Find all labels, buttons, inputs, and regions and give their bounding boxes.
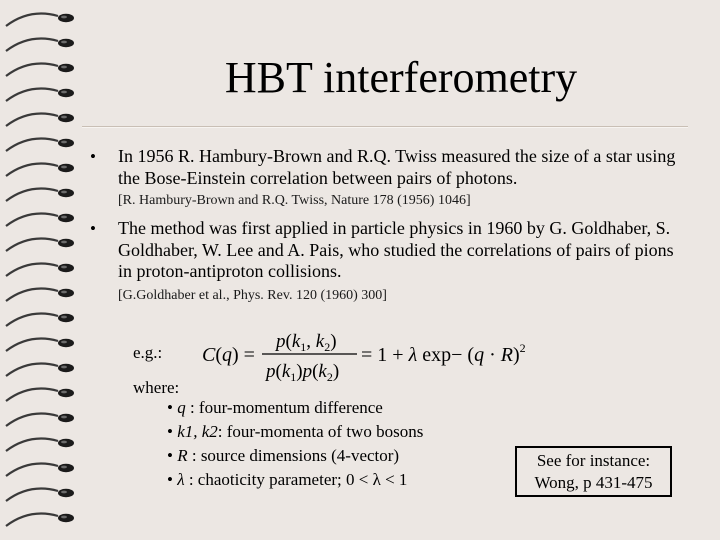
definition-symbol: k1, k2 — [177, 422, 218, 441]
binding-ring — [6, 214, 58, 226]
binding-hole-highlight — [61, 166, 67, 169]
binding-ring — [6, 189, 58, 201]
binding-hole-highlight — [61, 66, 67, 69]
binding-hole-highlight — [61, 316, 67, 319]
binding-hole-highlight — [61, 291, 67, 294]
definition-item: • R : source dimensions (4-vector) — [167, 446, 400, 465]
binding-hole-highlight — [61, 141, 67, 144]
reference-text: [G.Goldhaber et al., Phys. Rev. 120 (1960) 300] — [118, 288, 387, 303]
definition-symbol: R — [177, 446, 188, 465]
binding-hole-highlight — [61, 441, 67, 444]
binding-ring — [6, 239, 58, 251]
binding-hole-highlight — [61, 391, 67, 394]
definition-symbol: λ — [177, 470, 185, 489]
reference-text: [R. Hambury-Brown and R.Q. Twiss, Nature 178 (1956) 1046] — [118, 193, 471, 208]
definition-text: : four-momentum difference — [185, 398, 383, 417]
binding-ring — [6, 489, 58, 501]
binding-ring — [6, 314, 58, 326]
binding-hole-highlight — [61, 266, 67, 269]
binding-hole-highlight — [61, 241, 67, 244]
binding-ring — [6, 364, 58, 376]
binding-ring — [6, 264, 58, 276]
binding-ring — [6, 289, 58, 301]
binding-ring — [6, 164, 58, 176]
binding-hole-highlight — [61, 466, 67, 469]
formula-rhs: = 1 + λ $\exp- (q \cdot R)^2$ — [361, 341, 526, 366]
definition-item: • λ : chaoticity parameter; 0 < λ < 1 — [167, 470, 408, 489]
formula-denominator: $p(k_1)p(k_2)$ — [266, 361, 340, 384]
binding-ring — [6, 14, 58, 26]
binding-hole-highlight — [61, 41, 67, 44]
binding-hole-highlight — [61, 366, 67, 369]
binding-ring — [6, 89, 58, 101]
example-label: e.g.: — [133, 343, 163, 362]
definition-symbol: q — [177, 398, 186, 417]
binding-hole-highlight — [61, 91, 67, 94]
binding-ring — [6, 514, 58, 526]
where-label: where: — [133, 378, 180, 397]
binding-ring — [6, 464, 58, 476]
formula-numerator: $p(k_1$, $k_2$) — [276, 331, 337, 354]
binding-hole-highlight — [61, 216, 67, 219]
binding-ring — [6, 139, 58, 151]
binding-hole-highlight — [61, 116, 67, 119]
binding-hole-highlight — [61, 16, 67, 19]
callout-line: Wong, p 431-475 — [534, 473, 653, 492]
bullet-text: The method was first applied in particle physics in 1960 by G. Goldhaber, S. Goldhaber, W. Lee and A. Pais, who studied the correlations of pairs of pions in proton-antiproton collisions. — [118, 218, 674, 281]
slide-title: HBT interferometry — [224, 53, 578, 102]
definition-text: : chaoticity parameter; 0 < λ < 1 — [184, 470, 408, 489]
binding-hole-highlight — [61, 416, 67, 419]
reference-callout-box — [515, 446, 672, 497]
definition-text: : source dimensions (4-vector) — [187, 446, 400, 465]
formula-lhs: C(q) = — [202, 344, 255, 366]
callout-line: See for instance: — [536, 451, 651, 470]
bullet-text: In 1956 R. Hambury-Brown and R.Q. Twiss measured the size of a star using the Bose-Einstein correlation between pairs of photons. — [118, 146, 676, 188]
definition-item: • q : four-momentum difference — [167, 398, 383, 417]
bullet-marker: • — [90, 219, 96, 238]
binding-ring — [6, 414, 58, 426]
binding-ring — [6, 339, 58, 351]
definition-text: : four-momenta of two bosons — [217, 422, 424, 441]
bullet-marker: • — [90, 147, 96, 166]
title-divider — [82, 126, 688, 127]
spiral-binding — [0, 0, 82, 540]
binding-hole-highlight — [61, 491, 67, 494]
binding-ring — [6, 39, 58, 51]
binding-ring — [6, 439, 58, 451]
binding-hole-highlight — [61, 341, 67, 344]
binding-ring — [6, 114, 58, 126]
binding-hole-highlight — [61, 191, 67, 194]
binding-ring — [6, 389, 58, 401]
binding-hole-highlight — [61, 516, 67, 519]
correlation-formula — [198, 323, 538, 385]
binding-ring — [6, 64, 58, 76]
definition-item: • k1, k2: four-momenta of two bosons — [167, 422, 424, 441]
